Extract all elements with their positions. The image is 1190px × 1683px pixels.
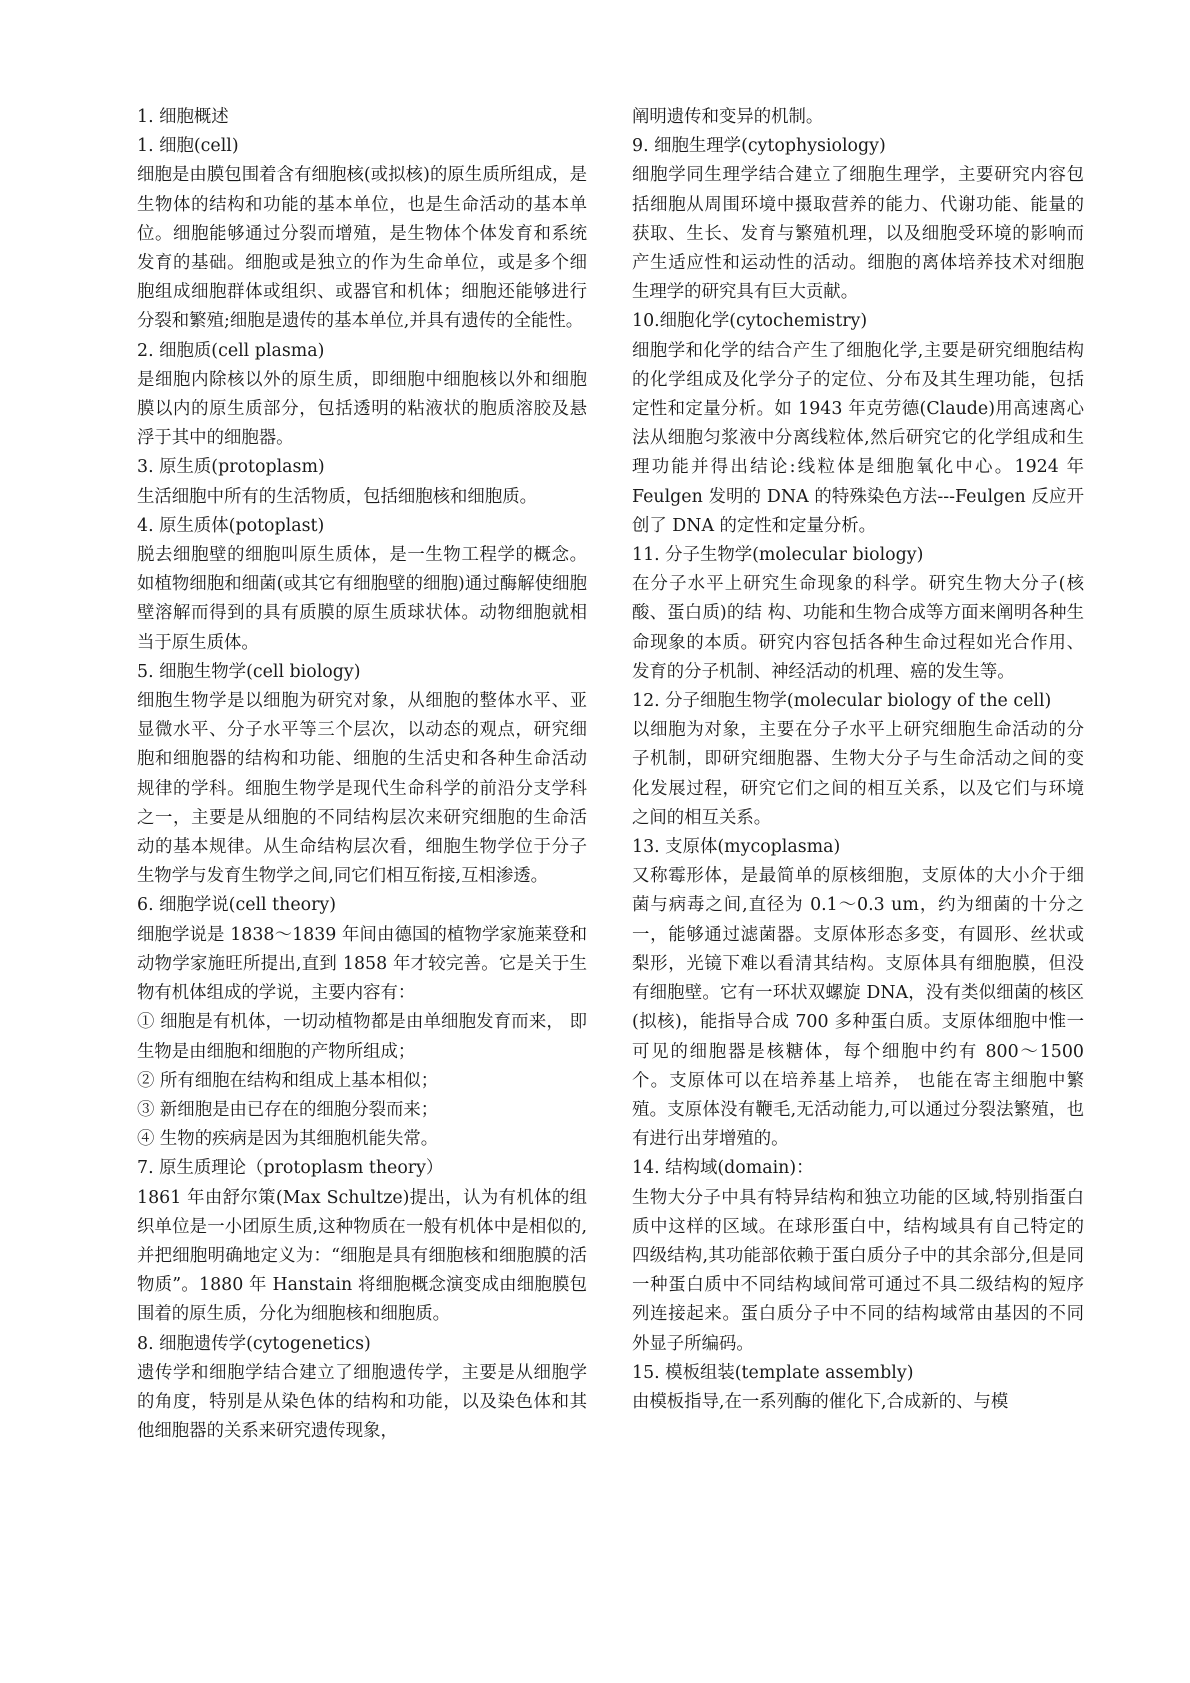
list-item: ② 所有细胞在结构和组成上基本相似；	[137, 1070, 439, 1091]
term-heading: 13. 支原体(mycoplasma)	[632, 837, 841, 858]
term-heading: 1. 细胞(cell)	[137, 136, 239, 157]
term-heading: 9. 细胞生理学(cytophysiology)	[632, 136, 886, 157]
term-heading: 12. 分子细胞生物学(molecular biology of the cell)	[632, 691, 1052, 712]
term-definition: 细胞是由膜包围着含有细胞核(或拟核)的原生质所组成，是生物体的结构和功能的基本单位，也是生命活动的基本单位。细胞能够通过分裂而增殖，是生物体个体发育和系统发育的基础。细胞或是独立的作为生命单位，或是多个细胞组成细胞群体或组织、或器官和机体；细胞还能够进行分裂和繁殖;细胞是遗传的基本单位,并具有遗传的全能性。	[137, 165, 587, 332]
term-heading: 6. 细胞学说(cell theory)	[137, 895, 337, 916]
term-heading: 15. 模板组装(template assembly)	[632, 1362, 914, 1383]
term-definition: 又称霉形体，是最简单的原核细胞，支原体的大小介于细菌与病毒之间,直径为 0.1～0.3 um，约为细菌的十分之一，能够通过滤菌器。支原体形态多变，有圆形、丝状或梨形，光镜下难以看清其结构。支原体具有细胞膜，但没有细胞壁。它有一环状双螺旋 DNA，没有类似细菌的核区(拟核)，能指导合成 700 多种蛋白质。支原体细胞中惟一可见的细胞器是核糖体，每个细胞中约有 800～1500 个。支原体可以在培养基上培养， 也能在寄主细胞中繁殖。支原体没有鞭毛,无活动能力,可以通过分裂法繁殖，也有进行出芽增殖的。	[632, 866, 1084, 1150]
term-definition: 细胞生物学是以细胞为研究对象，从细胞的整体水平、亚显微水平、分子水平等三个层次，以动态的观点，研究细胞和细胞器的结构和功能、细胞的生活史和各种生命活动规律的学科。细胞生物学是现代生命科学的前沿分支学科之一，主要是从细胞的不同结构层次来研究细胞的生命活动的基本规律。从生命结构层次看，细胞生物学位于分子生物学与发育生物学之间,同它们相互衔接,互相渗透。	[137, 691, 587, 887]
term-heading: 2. 细胞质(cell plasma)	[137, 340, 325, 361]
term-heading: 8. 细胞遗传学(cytogenetics)	[137, 1333, 371, 1354]
term-definition: 由模板指导,在一系列酶的催化下,合成新的、与模	[632, 1391, 1009, 1412]
term-heading: 7. 原生质理论（protoplasm theory）	[137, 1158, 444, 1179]
term-definition: 生物大分子中具有特异结构和独立功能的区域,特别指蛋白质中这样的区域。在球形蛋白中，结构域具有自己特定的四级结构,其功能部依赖于蛋白质分子中的其余部分,但是同一种蛋白质中不同结构域间常可通过不具二级结构的短序列连接起来。蛋白质分子中不同的结构域常由基因的不同外显子所编码。	[632, 1187, 1084, 1354]
section-heading: 1. 细胞概述	[137, 107, 229, 127]
term-definition: 脱去细胞壁的细胞叫原生质体，是一生物工程学的概念。如植物细胞和细菌(或其它有细胞壁的细胞)通过酶解使细胞壁溶解而得到的具有质膜的原生质球状体。动物细胞就相当于原生质体。	[137, 545, 587, 653]
list-item: ③ 新细胞是由已存在的细胞分裂而来；	[137, 1099, 439, 1120]
term-definition: 在分子水平上研究生命现象的科学。研究生物大分子(核酸、蛋白质)的结 构、功能和生物合成等方面来阐明各种生命现象的本质。研究内容包括各种生命过程如光合作用、发育的分子机制、神经活动的机理、癌的发生等。	[632, 574, 1084, 682]
term-heading: 4. 原生质体(potoplast)	[137, 515, 325, 536]
term-heading: 11. 分子生物学(molecular biology)	[632, 545, 924, 566]
term-definition: 阐明遗传和变异的机制。	[632, 107, 824, 127]
term-heading: 10.细胞化学(cytochemistry)	[632, 311, 868, 332]
left-column	[137, 103, 587, 1446]
list-item: ① 细胞是有机体，一切动植物都是由单细胞发育而来， 即生物是由细胞和细胞的产物所组成；	[137, 1012, 587, 1062]
term-definition: 1861 年由舒尔策(Max Schultze)提出，认为有机体的组织单位是一小团原生质,这种物质在一般有机体中是相似的,并把细胞明确地定义为：“细胞是具有细胞核和细胞膜的活物质”。1880 年 Hanstain 将细胞概念演变成由细胞膜包围着的原生质，分化为细胞核和细胞质。	[137, 1187, 587, 1325]
term-definition: 遗传学和细胞学结合建立了细胞遗传学，主要是从细胞学的角度，特别是从染色体的结构和功能，以及染色体和其他细胞器的关系来研究遗传现象，	[137, 1362, 587, 1442]
term-definition: 以细胞为对象，主要在分子水平上研究细胞生命活动的分子机制，即研究细胞器、生物大分子与生命活动之间的变化发展过程，研究它们之间的相互关系，以及它们与环境之间的相互关系。	[632, 720, 1084, 828]
term-definition: 生活细胞中所有的生活物质，包括细胞核和细胞质。	[137, 486, 537, 507]
term-definition: 细胞学同生理学结合建立了细胞生理学，主要研究内容包括细胞从周围环境中摄取营养的能力、代谢功能、能量的获取、生长、发育与繁殖机理，以及细胞受环境的影响而产生适应性和运动性的活动。细胞的离体培养技术对细胞生理学的研究具有巨大贡献。	[632, 165, 1084, 303]
list-item: ④ 生物的疾病是因为其细胞机能失常。	[137, 1129, 439, 1150]
term-definition: 细胞学和化学的结合产生了细胞化学,主要是研究细胞结构的化学组成及化学分子的定位、分布及其生理功能，包括定性和定量分析。如 1943 年克劳德(Claude)用高速离心法从细胞匀浆液中分离线粒体,然后研究它的化学组成和生理功能并得出结论:线粒体是细胞氧化中心。1924 年 Feulgen 发明的 DNA 的特殊染色方法---Feulgen 反应开创了 DNA 的定性和定量分析。	[632, 340, 1084, 536]
term-definition: 细胞学说是 1838～1839 年间由德国的植物学家施莱登和动物学家施旺所提出,直到 1858 年才较完善。它是关于生物有机体组成的学说，主要内容有：	[137, 924, 587, 1004]
term-definition: 是细胞内除核以外的原生质，即细胞中细胞核以外和细胞膜以内的原生质部分，包括透明的粘液状的胞质溶胶及悬浮于其中的细胞器。	[137, 369, 587, 449]
right-column	[632, 103, 1084, 1417]
term-heading: 14. 结构域(domain)：	[632, 1158, 814, 1179]
term-heading: 3. 原生质(protoplasm)	[137, 457, 325, 478]
term-heading: 5. 细胞生物学(cell biology)	[137, 661, 361, 682]
